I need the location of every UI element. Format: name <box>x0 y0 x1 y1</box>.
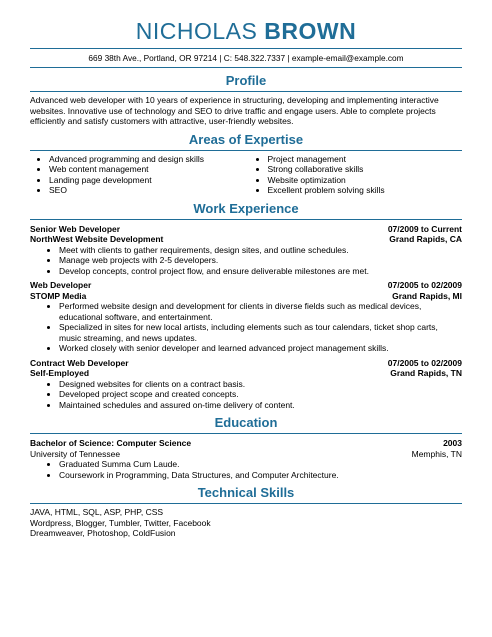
job-company: NorthWest Website Development <box>30 234 164 244</box>
education-entry <box>30 438 462 480</box>
education-school-row <box>30 449 462 460</box>
degree: Bachelor of Science <box>30 438 112 448</box>
header-rule <box>30 48 462 49</box>
phone: C: 548.322.7337 <box>223 53 286 63</box>
job-position: Senior Web Developer <box>30 223 121 234</box>
contact-line: 669 38th Ave., Portland, OR 97214 | C: 548.322.7337 | example-email@example.com <box>88 53 404 63</box>
job-company-row <box>30 368 462 379</box>
job-header <box>30 224 462 235</box>
list-item: • Advanced programming and design skills <box>49 154 244 165</box>
list-item: • Graduated Summa Cum Laude. <box>59 459 462 470</box>
profile-text: Advanced web developer with 10 years of experience in structuring, developing and implementing interactive websites. Innovative use of technology and SEO to drive traffic and engage users. Able to complete projects efficiently and satisfy customers with attractive, user-friendly websites. <box>30 95 439 126</box>
job-dates: 07/2005 to 02/2009 <box>387 280 462 290</box>
expertise-columns <box>30 154 462 196</box>
list-item: • Project management <box>268 154 463 165</box>
job-entry <box>30 358 462 411</box>
job-entry <box>30 280 462 354</box>
job-entry <box>30 224 462 277</box>
job-header <box>30 358 462 369</box>
profile-rule <box>30 91 462 92</box>
list-item: • Excellent problem solving skills <box>268 185 463 196</box>
school-location: Memphis, TN <box>411 448 462 459</box>
job-company-row <box>30 291 462 302</box>
list-item: • Landing page development <box>49 175 244 186</box>
school: University of Tennessee <box>30 448 121 459</box>
skills-line: Dreamweaver, Photoshop, ColdFusion <box>30 528 176 538</box>
list-item: • Designed websites for clients on a contract basis. <box>59 379 462 390</box>
candidate-name <box>30 18 462 44</box>
list-item: • Developed project scope and created concepts. <box>59 389 462 400</box>
education-header <box>30 438 462 449</box>
education-bullets <box>30 459 462 480</box>
work-heading: Work Experience <box>193 200 299 216</box>
education-rule <box>30 433 462 434</box>
list-item: • Develop concepts, control project flow, and ensure deliverable milestones are met. <box>59 266 462 277</box>
list-item: • Meet with clients to gather requirements, design sites, and outline schedules. <box>59 245 462 256</box>
expertise-rule <box>30 150 462 151</box>
list-item: • Manage web projects with 2-5 developers. <box>59 255 462 266</box>
skills-line: Wordpress, Blogger, Tumbler, Twitter, Facebook <box>30 517 211 528</box>
job-company-row <box>30 234 462 245</box>
job-bullets <box>30 379 462 411</box>
expertise-heading: Areas of Expertise <box>188 131 304 147</box>
education-year: 2003 <box>443 438 462 448</box>
list-item: • Worked closely with senior developer and learned advanced project management skills. <box>59 343 462 354</box>
address: 669 38th Ave., Portland, OR 97214 <box>88 53 217 63</box>
first-name: NICHOLAS <box>135 18 258 44</box>
skills-line: JAVA, HTML, SQL, ASP, PHP, CSS <box>30 507 164 517</box>
expertise-right-list <box>244 154 463 196</box>
job-dates: 07/2009 to Current <box>387 223 462 234</box>
work-rule <box>30 219 462 220</box>
list-item: • SEO <box>49 185 244 196</box>
degree-line: Bachelor of Science: Computer Science <box>30 438 192 448</box>
degree-field: Computer Science <box>116 438 192 448</box>
job-location: Grand Rapids, TN <box>390 368 462 378</box>
job-location: Grand Rapids, MI <box>392 290 462 301</box>
email: example-email@example.com <box>291 53 404 63</box>
list-item: • Coursework in Programming, Data Structures, and Computer Architecture. <box>59 470 462 481</box>
job-position: Web Developer <box>30 280 92 290</box>
job-company: STOMP Media <box>30 290 87 301</box>
contact-rule <box>30 67 462 68</box>
job-header <box>30 280 462 291</box>
job-position: Contract Web Developer <box>30 357 129 368</box>
list-item: • Specialized in sites for new local artists, including elements such as tour calendars, ticket shop carts, music streaming, and news updates. <box>59 322 462 343</box>
last-name: BROWN <box>264 18 357 44</box>
list-item: • Web content management <box>49 164 244 175</box>
job-bullets <box>30 301 462 354</box>
list-item: • Strong collaborative skills <box>268 164 463 175</box>
education-heading: Education <box>214 415 278 430</box>
job-bullets <box>30 245 462 277</box>
list-item: • Website optimization <box>268 175 463 186</box>
job-dates: 07/2005 to 02/2009 <box>387 357 462 368</box>
expertise-left-list <box>30 154 244 196</box>
list-item: • Maintained schedules and assured on-time delivery of content. <box>59 400 462 411</box>
profile-heading: Profile <box>225 73 267 88</box>
job-company: Self-Employed <box>30 368 90 378</box>
list-item: • Performed website design and development for clients in diverse fields such as medical devices, educational software, and entertainment. <box>59 301 462 322</box>
skills-rule <box>30 503 462 504</box>
skills-list <box>30 507 462 539</box>
skills-heading: Technical Skills <box>197 485 295 500</box>
job-location: Grand Rapids, CA <box>389 234 462 244</box>
